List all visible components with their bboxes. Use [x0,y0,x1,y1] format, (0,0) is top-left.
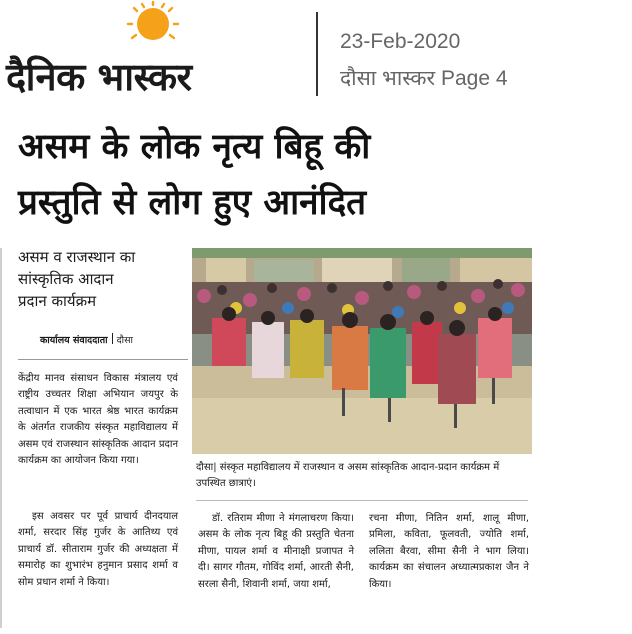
edition-date: 23-Feb-2020 [340,30,461,53]
article-subhead [18,246,190,312]
column-edge-rule [0,248,2,628]
article-paragraph-2: इस अवसर पर पूर्व प्राचार्य दीनदयाल शर्मा, सरदार सिंह गुर्जर के आतिथ्य एवं प्राचार्य डॉ. सीताराम गुर्जर की अध्यक्षता में समारोह का शुभारंभ हनुमान प्रसाद शर्मा व सोम प्रधान शर्मा ने किया। [18,511,178,588]
article-paragraph-1: केंद्रीय मानव संसाधन विकास मंत्रालय एवं राष्ट्रीय उच्चतर शिक्षा अभियान जयपुर के तत्वाधान में एक भारत श्रेष्ठ भारत कार्यक्रम के अंतर्गत राजकीय संस्कृत महाविद्यालय में असम एवं राजस्थान सांस्कृतिक आदान प्रदान कार्यक्रम का आयोजन किया गया। [18,373,178,467]
event-photo [192,248,532,454]
subhead-line: प्रदान कार्यक्रम [18,292,97,310]
byline [40,333,133,346]
byline-rule [18,359,188,360]
photo-caption: दौसा| संस्कृत महाविद्यालय में राजस्थान व असम सांस्कृतिक आदान-प्रदान कार्यक्रम में उपस्थित छात्राएं। [196,462,500,489]
next-article-cutoff [20,624,580,634]
edition-page-label: दौसा भास्कर Page 4 [340,67,508,90]
article-paragraph-4: रचना मीणा, नितिन शर्मा, शालू मीणा, प्रमिला, कविता, फूलवती, ज्योति शर्मा, ललिता बैरवा, सीमा सैनी ने भाग लिया। कार्यक्रम का संचालन अध्यात्मप्रकाश जैन ने किया। [369,513,529,590]
byline-reporter: कार्यालय संवाददाता [40,335,108,346]
newspaper-brand-logo: दैनिक भास्कर [6,55,192,99]
headline-line-1: असम के लोक नृत्य बिहू की [18,127,371,167]
article-paragraph-3: डॉ. रतिराम मीणा ने मंगलाचरण किया। असम के लोक नृत्य बिहू की प्रस्तुति चेतना मीणा, पायल शर्मा व मीनाक्षी प्रजापत ने दी। सागर गौतम, गोविंद शर्मा, आरती सैनी, सरला सैनी, शिवानी शर्मा, जया शर्मा, [198,513,354,590]
masthead-divider [316,12,318,96]
sun-logo-icon [122,0,184,50]
caption-rule [196,500,528,501]
subhead-line: असम व राजस्थान का [18,248,136,266]
byline-separator [112,333,113,344]
headline-line-2: प्रस्तुति से लोग हुए आनंदित [18,183,367,223]
byline-place: दौसा [116,335,133,346]
subhead-line: सांस्कृतिक आदान [18,270,114,288]
